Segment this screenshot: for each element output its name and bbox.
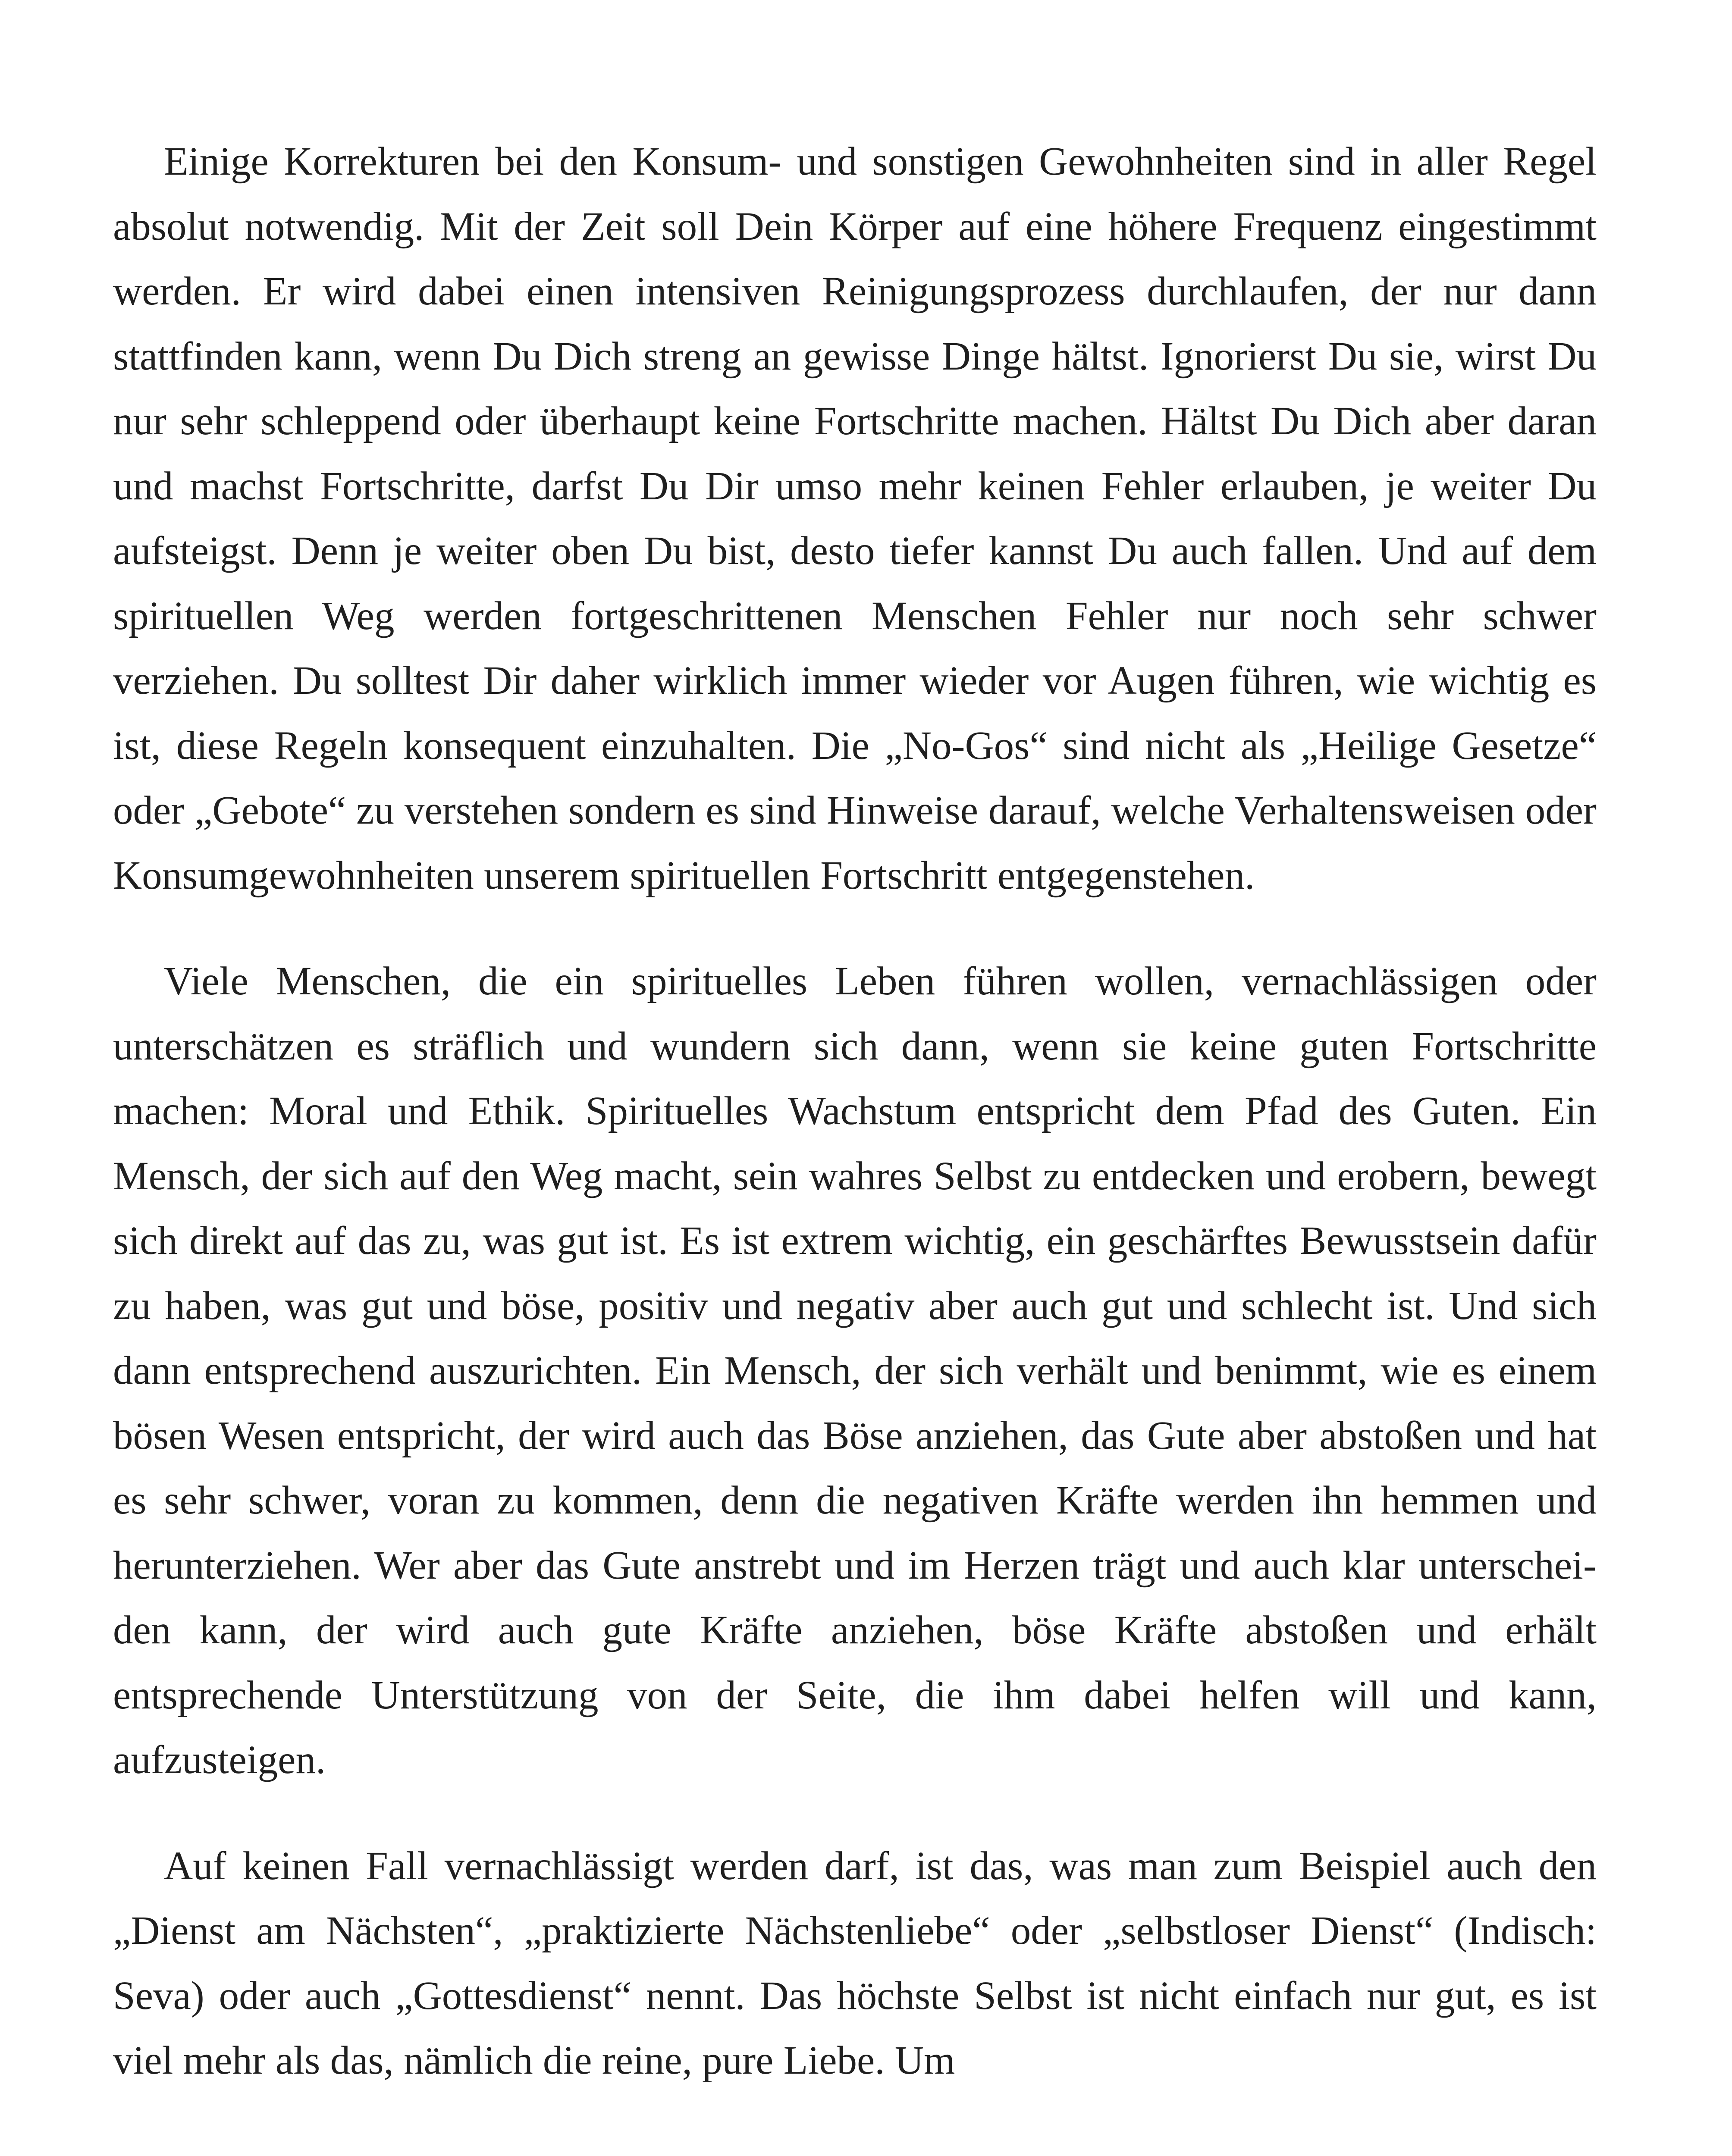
paragraph-2: Viele Menschen, die ein spirituelles Leben führen wollen, vernachlässigen oder unterschätzen es sträflich und wundern sich dann, wenn sie keine guten Fortschritte machen: Moral und Ethik. Spirituelles Wachstum entspricht dem Pfad des Guten. Ein Mensch, der sich auf den Weg macht, sein wahres Selbst zu entdecken und erobern, bewegt sich direkt auf das zu, was gut ist. Es ist extrem wichtig, ein geschärftes Bewusstsein dafür zu haben, was gut und böse, positiv und negativ aber auch gut und schlecht ist. Und sich dann entsprechend auszurichten. Ein Mensch, der sich verhält und benimmt, wie es einem bösen Wesen entspricht, der wird auch das Böse anziehen, das Gute aber abstoßen und hat es sehr schwer, voran zu kommen, denn die negativen Kräfte werden ihn hemmen und herunterziehen. Wer aber das Gute anstrebt und im Herzen trägt und auch klar unterscheiden kann, der wird auch gute Kräfte anziehen, böse Kräfte abstoßen und erhält entsprechende Unterstützung von der Seite, die ihm dabei helfen will und kann, aufzusteigen. — [113, 959, 1597, 1782]
paragraph-3: Auf keinen Fall vernachlässigt werden darf, ist das, was man zum Beispiel auch den „Dienst am Nächsten“, „praktizierte Nächstenliebe“ oder „selbstloser Dienst“ (Indisch: Seva) oder auch „Gottesdienst“ nennt. Das höchste Selbst ist nicht einfach nur gut, es ist viel mehr als das, nämlich die reine, pure Liebe. Um — [113, 1843, 1597, 2083]
body-text — [113, 129, 1597, 2093]
paragraph-1: Einige Korrekturen bei den Konsum- und sonstigen Gewohnheiten sind in aller Regel absolut notwendig. Mit der Zeit soll Dein Körper auf eine höhere Frequenz eingestimmt werden. Er wird dabei einen intensiven Reinigungsprozess durchlaufen, der nur dann stattfinden kann, wenn Du Dich streng an gewisse Dinge hältst. Ignorierst Du sie, wirst Du nur sehr schleppend oder überhaupt keine Fortschritte machen. Hältst Du Dich aber daran und machst Fortschritte, darfst Du Dir umso mehr keinen Fehler erlauben, je weiter Du aufsteigst. Denn je weiter oben Du bist, desto tiefer kannst Du auch fallen. Und auf dem spirituellen Weg werden fortgeschrittenen Menschen Fehler nur noch sehr schwer verziehen. Du solltest Dir daher wirklich immer wieder vor Augen führen, wie wichtig es ist, diese Regeln konsequent einzuhalten. Die „No-Gos“ sind nicht als „Heilige Gesetze“ oder „Gebote“ zu verstehen sondern es sind Hinweise darauf, welche Verhaltensweisen oder Konsumgewohnheiten unserem spirituellen Fortschritt entgegenstehen. — [113, 139, 1597, 898]
